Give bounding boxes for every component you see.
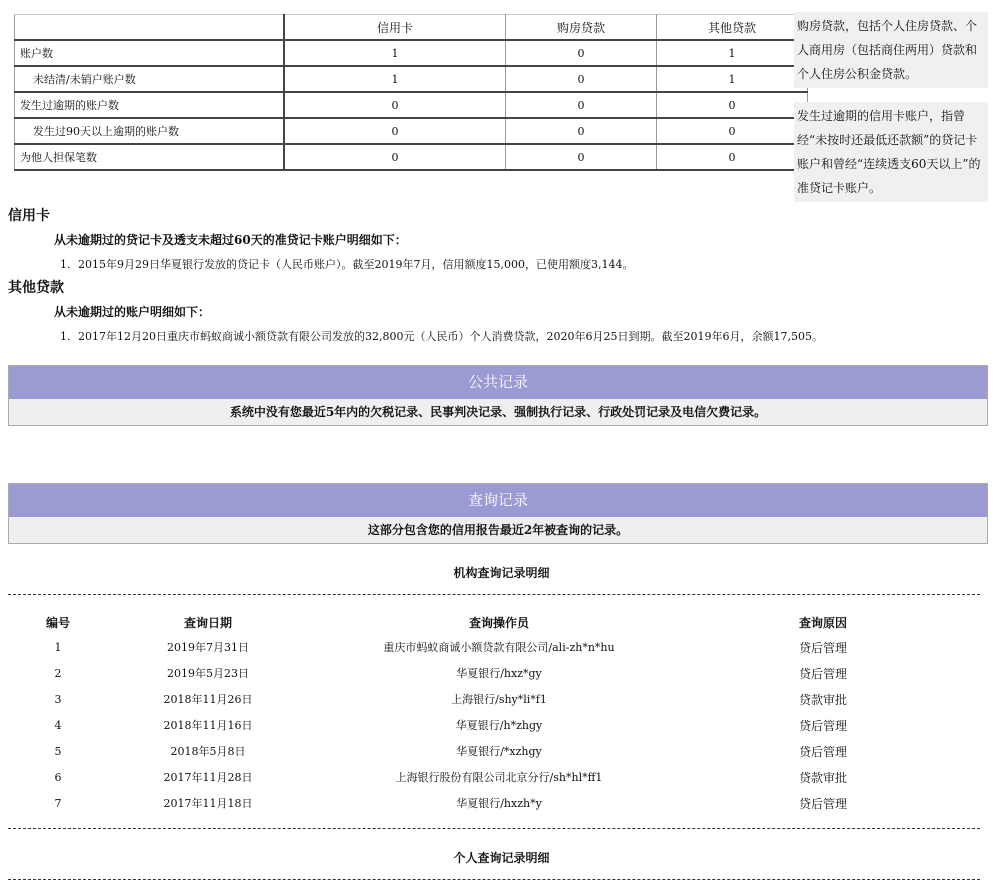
table-row <box>14 790 962 816</box>
other-loans-subheading: 从未逾期过的账户明细如下： <box>54 305 211 319</box>
query-reason: 贷后管理 <box>798 640 847 655</box>
institution-query-table <box>14 610 962 816</box>
summary-cell: 0 <box>657 92 808 118</box>
table-row <box>14 660 962 686</box>
header-credit-card: 信用卡 <box>284 15 506 41</box>
item-text: 2015年9月29日华夏银行发放的贷记卡（人民币账户）。截至2019年7月，信用额度15,000，已使用额度3,144。 <box>78 258 634 271</box>
summary-cell: 0 <box>284 118 506 144</box>
public-records-title: 公共记录 <box>9 366 987 399</box>
query-number: 3 <box>54 692 62 706</box>
table-row <box>14 764 962 790</box>
divider <box>8 828 980 829</box>
query-reason: 贷后管理 <box>798 666 847 681</box>
col-date: 查询日期 <box>183 615 232 630</box>
query-date: 2018年11月16日 <box>163 719 253 732</box>
query-date: 2019年5月23日 <box>167 667 249 680</box>
query-number: 7 <box>54 796 62 810</box>
summary-row <box>15 144 808 170</box>
query-number: 1 <box>54 640 62 654</box>
summary-row <box>15 40 808 66</box>
summary-header-blank <box>15 15 285 41</box>
public-records-section <box>8 365 988 426</box>
query-reason: 贷款审批 <box>798 770 847 785</box>
credit-card-item <box>60 256 633 272</box>
credit-card-heading: 信用卡 <box>8 208 50 224</box>
summary-header-row <box>15 15 808 41</box>
query-reason: 贷后管理 <box>798 718 847 733</box>
query-operator: 上海银行股份有限公司北京分行/sh*hl*ff1 <box>395 771 603 784</box>
query-operator: 重庆市蚂蚁商诚小额贷款有限公司/ali-zh*n*hu <box>383 641 615 654</box>
summary-cell: 0 <box>506 118 657 144</box>
item-number: 1. <box>60 258 71 271</box>
query-reason: 贷后管理 <box>798 744 847 759</box>
credit-card-subheading: 从未逾期过的贷记卡及透支未超过60天的准贷记卡账户明细如下： <box>54 233 407 247</box>
summary-cell: 0 <box>506 92 657 118</box>
header-other-loan: 其他贷款 <box>657 15 808 41</box>
summary-row <box>15 118 808 144</box>
query-operator: 华夏银行/hxzh*y <box>456 797 542 810</box>
personal-query-heading: 个人查询记录明细 <box>453 851 550 865</box>
divider <box>8 879 980 880</box>
query-records-title: 查询记录 <box>9 484 987 517</box>
summary-cell: 0 <box>284 92 506 118</box>
query-reason: 贷款审批 <box>798 692 847 707</box>
query-operator: 华夏银行/h*zhgy <box>455 719 543 732</box>
query-number: 5 <box>54 744 62 758</box>
summary-cell: 0 <box>506 144 657 170</box>
housing-loan-note: 购房贷款，包括个人住房贷款、个人商用房（包括商住两用）贷款和个人住房公积金贷款。 <box>794 12 988 88</box>
summary-table <box>14 14 808 171</box>
item-number: 1. <box>60 330 71 343</box>
summary-row-label: 发生过逾期的账户数 <box>15 92 285 118</box>
other-loans-item <box>60 328 823 344</box>
query-date: 2018年11月26日 <box>163 693 253 706</box>
query-records-section <box>8 483 988 544</box>
item-text: 2017年12月20日重庆市蚂蚁商诚小额贷款有限公司发放的32,800元（人民币）个人消费贷款，2020年6月25日到期。截至2019年6月，余额17,505。 <box>78 330 823 343</box>
query-operator: 华夏银行/*xzhgy <box>456 745 542 758</box>
query-reason: 贷后管理 <box>798 796 847 811</box>
header-housing-loan: 购房贷款 <box>506 15 657 41</box>
query-date: 2019年7月31日 <box>167 641 249 654</box>
query-records-desc: 这部分包含您的信用报告最近2年被查询的记录。 <box>9 517 987 543</box>
query-operator: 上海银行/shy*li*f1 <box>451 693 547 706</box>
query-date: 2017年11月28日 <box>163 771 253 784</box>
query-operator: 华夏银行/hxz*gy <box>456 667 542 680</box>
summary-cell: 0 <box>657 144 808 170</box>
institution-query-heading: 机构查询记录明细 <box>453 566 550 580</box>
table-row <box>14 686 962 712</box>
overdue-card-note: 发生过逾期的信用卡账户，指曾经“未按时还最低还款额”的贷记卡账户和曾经“连续透支60天以上”的准贷记卡账户。 <box>794 102 988 202</box>
public-records-desc: 系统中没有您最近5年内的欠税记录、民事判决记录、强制执行记录、行政处罚记录及电信欠费记录。 <box>9 399 987 425</box>
other-loans-heading: 其他贷款 <box>8 280 64 296</box>
col-reason: 查询原因 <box>798 615 847 630</box>
summary-cell: 1 <box>284 40 506 66</box>
col-number: 编号 <box>45 615 70 630</box>
summary-cell: 0 <box>284 144 506 170</box>
summary-cell: 0 <box>657 118 808 144</box>
summary-row <box>15 92 808 118</box>
table-row <box>14 738 962 764</box>
query-date: 2018年5月8日 <box>170 745 246 758</box>
query-number: 4 <box>54 718 62 732</box>
query-number: 6 <box>54 770 62 784</box>
query-date: 2017年11月18日 <box>163 797 253 810</box>
summary-cell: 1 <box>284 66 506 92</box>
col-operator: 查询操作员 <box>468 615 529 630</box>
query-number: 2 <box>54 666 62 680</box>
summary-cell: 1 <box>657 66 808 92</box>
summary-row-label: 为他人担保笔数 <box>15 144 285 170</box>
table-row <box>14 634 962 660</box>
summary-cell: 0 <box>506 40 657 66</box>
divider <box>8 594 980 595</box>
summary-row-label: 发生过90天以上逾期的账户数 <box>15 118 285 144</box>
summary-row <box>15 66 808 92</box>
summary-row-label: 未结清/未销户账户数 <box>15 66 285 92</box>
table-row <box>14 712 962 738</box>
summary-row-label: 账户数 <box>15 40 285 66</box>
query-header-row <box>14 610 962 634</box>
summary-cell: 0 <box>506 66 657 92</box>
summary-cell: 1 <box>657 40 808 66</box>
